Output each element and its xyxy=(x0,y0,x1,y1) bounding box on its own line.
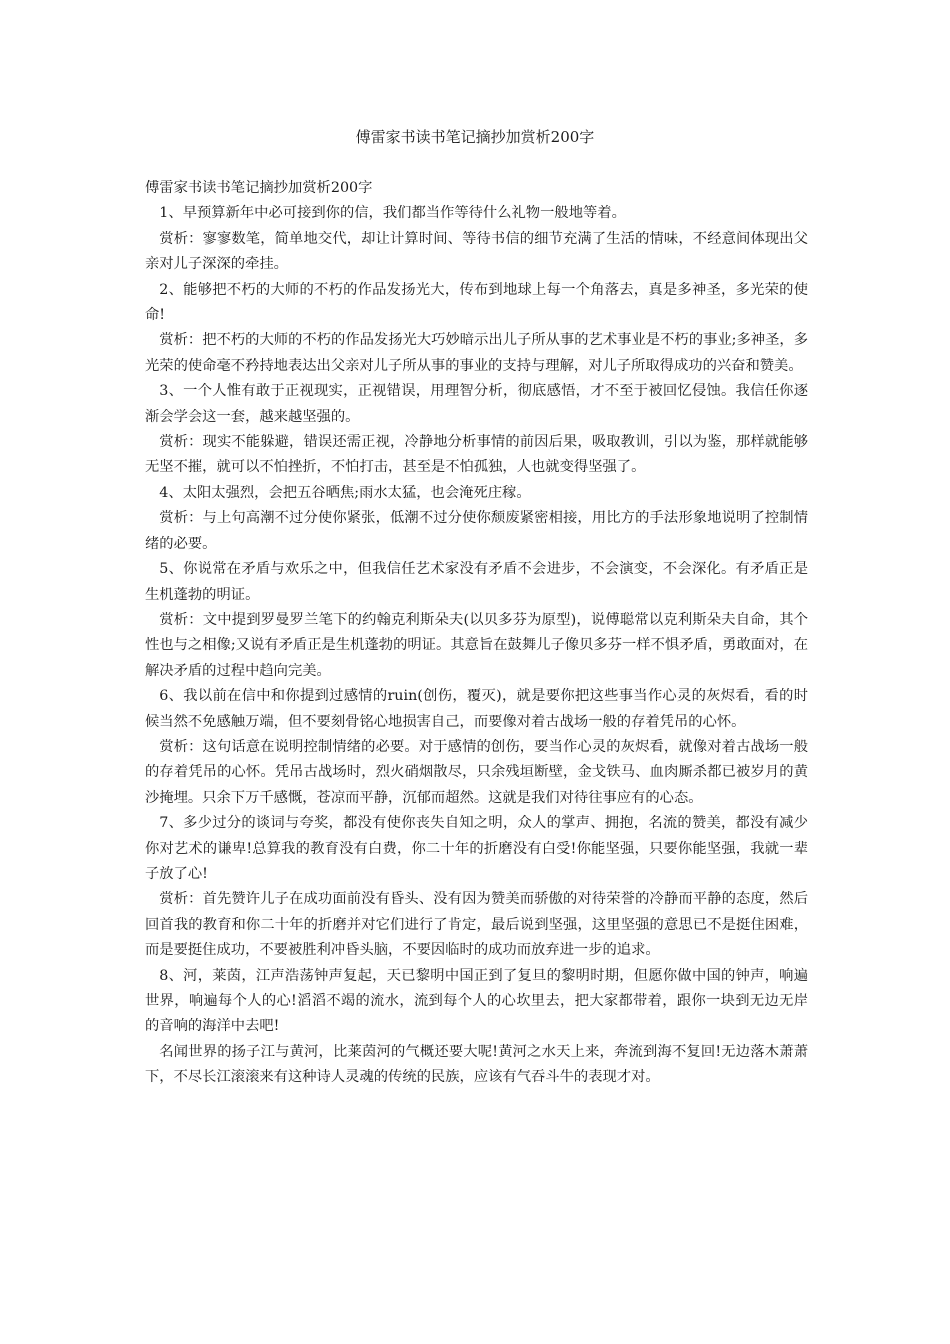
paragraph-quote-2: 2、能够把不朽的大师的不朽的作品发扬光大，传布到地球上每一个角落去，真是多神圣，多光荣的使命! xyxy=(145,281,808,324)
paragraph-quote-4: 4、太阳太强烈，会把五谷晒焦;雨水太猛，也会淹死庄稼。 xyxy=(159,484,531,501)
paragraph-analysis-4: 赏析：与上句高潮不过分使你紧张，低潮不过分使你颓废紧密相接，用比方的手法形象地说明了控制情绪的必要。 xyxy=(145,510,808,552)
paragraph-analysis-5: 赏析：文中提到罗曼罗兰笔下的约翰克利斯朵夫(以贝多芬为原型)，说傅聪常以克利斯朵夫自命，其个性也与之相像;又说有矛盾正是生机蓬勃的明证。其意旨在鼓舞儿子像贝多芬一样不惧矛盾，勇敢面对，在解决矛盾的过程中趋向完美。 xyxy=(145,611,808,679)
paragraph-analysis-6: 赏析：这句话意在说明控制情绪的必要。对于感情的创伤，要当作心灵的灰烬看，就像对着古战场一般的存着凭吊的心怀。凭吊古战场时，烈火硝烟散尽，只余残垣断壁，金戈铁马、血肉厮杀都已被岁月的黄沙掩埋。只余下万千感慨，苍凉而平静，沉郁而超然。这就是我们对待往事应有的心态。 xyxy=(145,738,808,806)
document-subtitle: 傅雷家书读书笔记摘抄加赏析200字 xyxy=(145,180,373,196)
paragraph-quote-8: 8、河，莱茵，江声浩荡钟声复起，天已黎明中国正到了复旦的黎明时期，但愿你做中国的钟声，响遍世界，响遍每个人的心!滔滔不竭的流水，流到每个人的心坎里去，把大家都带着，跟你一块到无边无岸的音响的海洋中去吧! xyxy=(145,967,808,1035)
paragraph-quote-1: 1、早预算新年中必可接到你的信，我们都当作等待什么礼物一般地等着。 xyxy=(159,205,626,222)
paragraph-analysis-2: 赏析：把不朽的大师的不朽的作品发扬光大巧妙暗示出儿子所从事的艺术事业是不朽的事业;多神圣，多光荣的使命毫不矜持地表达出父亲对儿子所从事的事业的支持与理解，对儿子所取得成功的兴奋和赞美。 xyxy=(145,332,808,374)
paragraph-quote-7: 7、多少过分的谈词与夸奖，都没有使你丧失自知之明，众人的掌声、拥抱，名流的赞美，都没有减少你对艺术的谦卑!总算我的教育没有白费，你二十年的折磨没有白受!你能坚强，只要你能坚强，我就一辈子放了心! xyxy=(145,815,808,882)
paragraph-closing: 名闻世界的扬子江与黄河，比莱茵河的气概还要大呢!黄河之水天上来，奔流到海不复回!无边落木萧萧下，不尽长江滚滚来有这种诗人灵魂的传统的民族，应该有气吞斗牛的表现才对。 xyxy=(145,1043,808,1086)
paragraph-quote-3: 3、一个人惟有敢于正视现实，正视错误，用理智分析，彻底感悟，才不至于被回忆侵蚀。我信任你逐渐会学会这一套，越来越坚强的。 xyxy=(145,383,808,425)
paragraph-analysis-1: 赏析：寥寥数笔，简单地交代，却让计算时间、等待书信的细节充满了生活的情味，不经意间体现出父亲对儿子深深的牵挂。 xyxy=(145,230,808,273)
document-body xyxy=(145,176,808,1091)
paragraph-quote-6: 6、我以前在信中和你提到过感情的ruin(创伤，覆灭)，就是要你把这些事当作心灵的灰烬看，看的时候当然不免感触万端，但不要刻骨铭心地损害自己，而要像对着古战场一般的存着凭吊的心怀。 xyxy=(145,688,808,730)
paragraph-quote-5: 5、你说常在矛盾与欢乐之中，但我信任艺术家没有矛盾不会进步，不会演变，不会深化。有矛盾正是生机蓬勃的明证。 xyxy=(145,561,808,603)
page-title: 傅雷家书读书笔记摘抄加赏析200字 xyxy=(355,128,595,146)
paragraph-analysis-3: 赏析：现实不能躲避，错误还需正视，冷静地分析事情的前因后果，吸取教训，引以为鉴，那样就能够无坚不摧，就可以不怕挫折，不怕打击，甚至是不怕孤独，人也就变得坚强了。 xyxy=(145,434,808,476)
paragraph-analysis-7: 赏析：首先赞许儿子在成功面前没有昏头、没有因为赞美而骄傲的对待荣誉的冷静而平静的态度，然后回首我的教育和你二十年的折磨并对它们进行了肯定，最后说到坚强，这里坚强的意思已不是挺住困难，而是要挺住成功，不要被胜利冲昏头脑，不要因临时的成功而放弃进一步的追求。 xyxy=(145,891,808,959)
